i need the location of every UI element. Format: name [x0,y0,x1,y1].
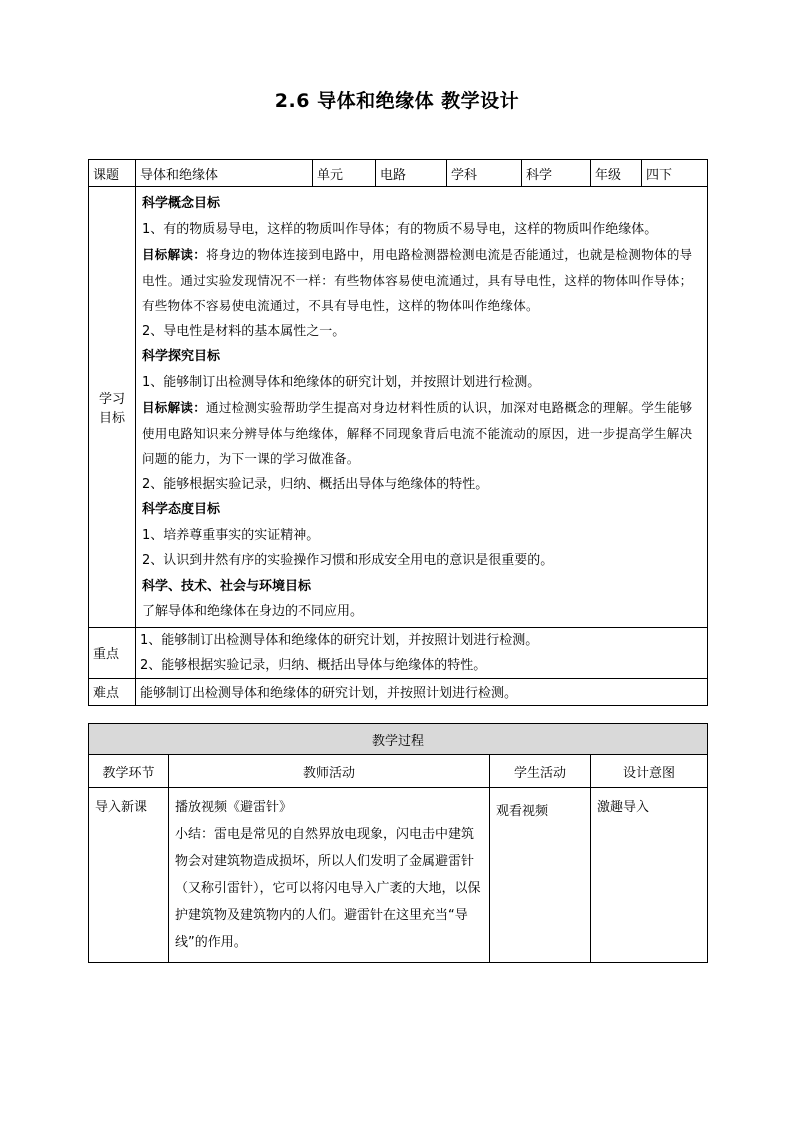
goal-item: 了解导体和绝缘体在身边的不同应用。 [142,604,364,619]
stage-text: 导入新课 [95,800,148,815]
subject-label: 学科 [447,160,522,187]
interpretation-label: 目标解读： [142,400,207,415]
key-point-line: 2、能够根据实验记录，归纳、概括出导体与绝缘体的特性。 [140,657,487,673]
goal-item: 1、能够制订出检测导体和绝缘体的研究计划，并按照计划进行检测。 [142,374,541,390]
document-title: 2.6 导体和绝缘体 教学设计 [274,90,520,112]
summary-text: 雷电是常见的自然界放电现象，闪电击中建筑物会对建筑物造成损坏，所以人们发明了金属避雷针（又称引雷针），它可以将闪电导入广袤的大地，以保护建筑物及建筑物内的人们。避雷针在这里充当“导线”的作用。 [175,827,481,950]
design-intent-cell [591,788,708,963]
header-intent: 设计意图 [591,755,708,788]
student-activity-cell [490,788,591,963]
goal-item: 1、培养尊重事实的实证精神。 [142,527,320,543]
goal-item: 2、能够根据实验记录，归纳、概括出导体与绝缘体的特性。 [142,476,489,492]
grade-label: 年级 [591,160,642,187]
difficulty-content: 能够制订出检测导体和绝缘体的研究计划，并按照计划进行检测。 [136,678,708,705]
lesson-info-table [88,159,708,706]
process-title: 教学过程 [89,724,708,755]
student-activity-text: 观看视频 [496,804,549,819]
subject-value: 科学 [522,160,591,187]
teaching-process-table [88,723,708,963]
difficulty-row [89,678,708,705]
header-stage: 教学环节 [89,755,169,788]
process-row [89,788,708,963]
goal-item: 2、导电性是材料的基本属性之一。 [142,323,346,339]
key-point-line: 1、能够制订出检测导体和绝缘体的研究计划，并按照计划进行检测。 [140,632,539,648]
info-row [89,160,708,187]
grade-value: 四下 [642,160,708,187]
goals-row [89,187,708,628]
goal-heading: 科学概念目标 [142,196,221,211]
unit-label: 单元 [313,160,376,187]
difficulty-label: 难点 [89,678,136,705]
interpretation-label: 目标解读： [142,247,207,262]
teacher-activity-line: 播放视频《避雷针》 [175,800,293,815]
topic-value: 导体和绝缘体 [136,160,313,187]
goals-content [136,187,708,628]
teacher-activity-cell [169,788,490,963]
key-points-content [136,627,708,678]
goal-interpretation [142,395,701,472]
stage-cell [89,788,169,963]
goal-heading: 科学、技术、社会与环境目标 [142,578,312,594]
process-title-row [89,724,708,755]
goal-heading: 科学探究目标 [142,349,221,364]
unit-value: 电路 [376,160,447,187]
goals-label: 学习 目标 [89,187,136,628]
goal-item: 2、认识到井然有序的实验操作习惯和形成安全用电的意识是很重要的。 [142,553,554,568]
interpretation-text: 将身边的物体连接到电路中，用电路检测器检测电流是否能通过，也就是检测物体的导电性。通过实验发现情况不一样：有些物体容易使电流通过，具有导电性，这样的物体叫作导体；有些物体不容易使电流通过，不具有导电性，这样的物体叫作绝缘体。 [142,247,693,313]
design-intent-text: 激趣导入 [597,800,650,815]
process-header-row [89,755,708,788]
goal-item: 1、有的物质易导电，这样的物质叫作导体；有的物质不易导电，这样的物质叫作绝缘体。 [142,221,658,237]
teacher-summary [175,821,483,956]
goal-interpretation [142,242,701,319]
header-student: 学生活动 [490,755,591,788]
summary-label: 小结： [175,827,215,842]
header-teacher: 教师活动 [169,755,490,788]
goal-heading: 科学态度目标 [142,502,221,517]
topic-label: 课题 [89,160,136,187]
key-points-label: 重点 [89,627,136,678]
interpretation-text: 通过检测实验帮助学生提高对身边材料性质的认识，加深对电路概念的理解。学生能够使用电路知识来分辨导体与绝缘体，解释不同现象背后电流不能流动的原因，进一步提高学生解决问题的能力，为下一课的学习做准备。 [142,400,693,466]
key-points-row [89,627,708,678]
